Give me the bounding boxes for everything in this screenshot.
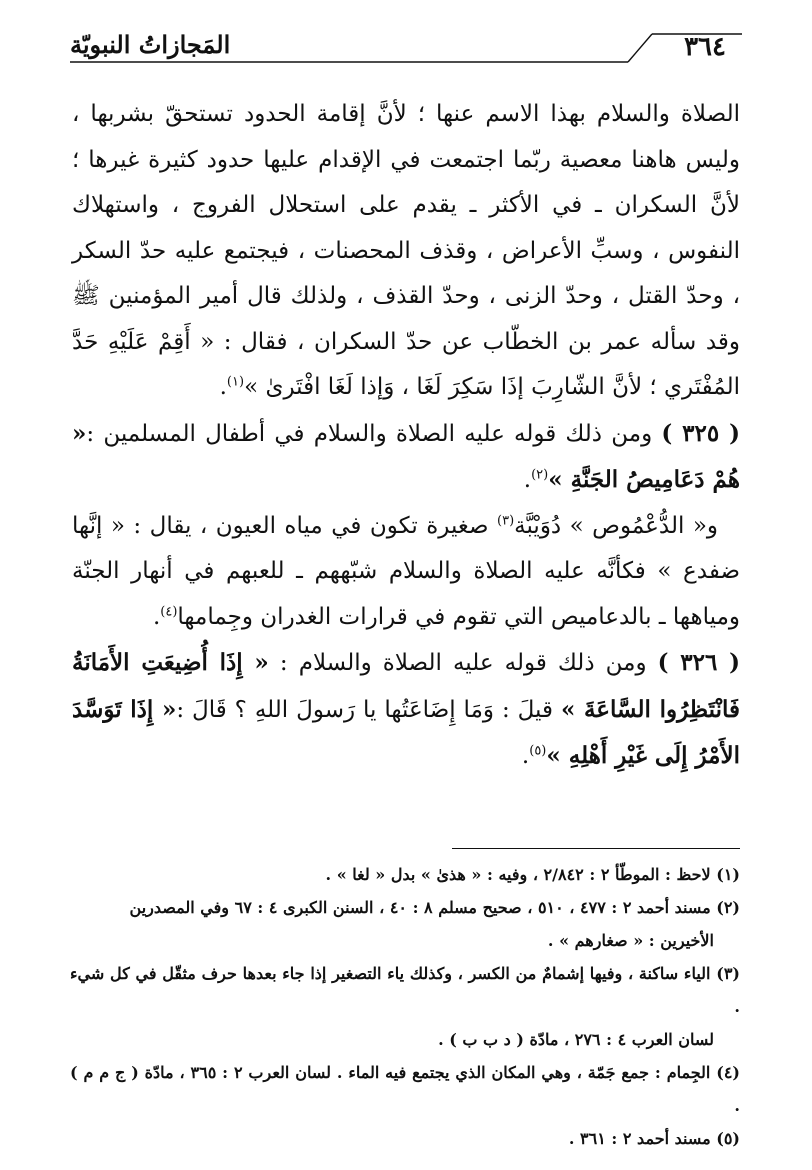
paragraph-326-text-2: قيلَ : وَمَا إِضَاعَتُها يا رَسولَ اللهِ ؟ قَالَ : bbox=[176, 696, 553, 723]
footnote-1-text: لاحظ : الموطّأ ٢ : ٢/٨٤٢ ، وفيه : « هذىٰ » بدل « لغا » . bbox=[325, 865, 711, 884]
footnote-ref-3: (٣) bbox=[497, 512, 515, 528]
footnote-3-text: الياء ساكنة ، وفيها إشمامٌ من الكسر ، وكذلك ياء التصغير إذا جاء بعدها حرف مثقّل في كل شيء . bbox=[70, 964, 740, 1016]
running-title: المَجازاتُ النبويّة bbox=[70, 30, 231, 59]
paragraph-326-text-1: ومن ذلك قوله عليه الصلاة والسلام : bbox=[279, 650, 647, 676]
paragraph-du3mus-text-a: و« الدُّعْمُوص » دُوَيْبَّة bbox=[514, 512, 719, 539]
footnote-ref-4: (٤) bbox=[160, 603, 178, 619]
footnotes bbox=[70, 858, 740, 1155]
hadith-quote-326-a: « إِذَا أُضِيعَتِ الأَمَانَةُ فَانْتَظِرُوا السَّاعَةَ » bbox=[72, 649, 740, 723]
footnote-1-number: (١) bbox=[716, 865, 740, 884]
footnote-1 bbox=[70, 858, 740, 891]
footnote-5-text: مسند أحمد ٢ : ٣٦١ . bbox=[568, 1129, 711, 1148]
hadith-quote-326-b: « إِذَا تَوَسَّدَ الأَمْرُ إِلَى غَيْرِ أَهْلِهِ » bbox=[72, 695, 740, 769]
page-number: ٣٦٤ bbox=[684, 32, 726, 62]
footnote-2-continuation: الأخيرين : « صغارهم » . bbox=[547, 931, 714, 950]
paragraph-du3mus-text-b: صغيرة تكون في مياه العيون ، يقال : « إنَّها ضفدع » فكأنَّه عليه الصلاة والسلام شبّههم ـ للعبهم في أنهار الجنّة ومياهها ـ بالدعاميص التي تقوم في قرارات الغدران وجِمامها bbox=[72, 512, 740, 630]
footnote-ref-5: (٥) bbox=[529, 743, 547, 759]
footnote-5 bbox=[70, 1122, 740, 1155]
paragraph-326: ( ٣٢٦ ) ومن ذلك قوله عليه الصلاة والسلام : « إِذَا أُضِيعَتِ الأَمَانَةُ فَانْتَظِرُوا السَّاعَةَ » قيلَ : وَمَا إِضَاعَتُها يا رَسولَ اللهِ ؟ قَالَ :« إِذَا تَوَسَّدَ الأَمْرُ إِلَى غَيْرِ أَهْلِهِ »$^{(٥)}$. bbox=[72, 649, 741, 769]
footnote-2-number: (٢) bbox=[716, 898, 740, 917]
footnote-2 bbox=[70, 891, 740, 924]
paragraph-1-text: الصلاة والسلام بهذا الاسم عنها ؛ لأنَّ إقامة الحدود تستحقّ بشربها ، وليس هاهنا معصية ربّما اجتمعت في الإقدام عليها حدود كثيرة غيرها ؛ لأنَّ السكران ـ في الأكثر ـ يقدم على استحلال الفروج ، واستهلاك النفوس ، وسبِّ الأعراض ، وقذف المحصنات ، فيجتمع عليه حدّ السكر ، وحدّ القتل ، وحدّ الزنى ، وحدّ القذف ، ولذلك قال أمير المؤمنين ﷺ وقد سأله عمر بن الخطّاب عن حدّ السكران ، فقال : « أَقِمْ عَلَيْهِ حَدَّ المُفْتَري ؛ لأنَّ الشّارِبَ إذَا سَكِرَ لَغَا ، وَإذا لَغَا افْتَرىٰ » bbox=[72, 101, 740, 400]
footnote-2-text: مسند أحمد ٢ : ٤٧٧ ، ٥١٠ ، صحيح مسلم ٨ : ٤٠ ، السنن الكبرى ٤ : ٦٧ وفي المصدرين bbox=[129, 898, 711, 917]
footnote-4-number: (٤) bbox=[716, 1063, 740, 1082]
footnote-ref-1: (١) bbox=[226, 374, 245, 390]
footnote-3-number: (٣) bbox=[716, 964, 740, 983]
footnote-4 bbox=[70, 1056, 740, 1122]
footnote-3 bbox=[70, 957, 740, 1023]
item-number-325: ( ٣٢٥ ) bbox=[661, 419, 741, 447]
footnote-3-continuation: لسان العرب ٤ : ٢٧٦ ، مادّة ( د ب ب ) . bbox=[438, 1030, 714, 1049]
paragraph-325: ( ٣٢٥ ) ومن ذلك قوله عليه الصلاة والسلام في أطفال المسلمين :« هُمْ دَعَامِيصُ الجَنَّةِ »$^{(٢)}$. bbox=[72, 419, 741, 493]
page-header bbox=[70, 26, 742, 72]
footnote-4-text: الجِمام : جمع جَمّة ، وهي المكان الذي يجتمع فيه الماء . لسان العرب ٢ : ٣٦٥ ، مادّة ( ج م م ) . bbox=[70, 1063, 740, 1115]
footnote-5-number: (٥) bbox=[716, 1129, 740, 1148]
footnote-ref-2: (٢) bbox=[531, 467, 549, 483]
hadith-quote-325: « هُمْ دَعَامِيصُ الجَنَّةِ » bbox=[72, 419, 740, 493]
footnote-separator bbox=[452, 848, 740, 849]
paragraph-du3mus: و« الدُّعْمُوص » دُوَيْبَّة$^{(٣)}$ صغيرة تكون في مياه العيون ، يقال : « إنَّها ضفدع » فكأنَّه عليه الصلاة والسلام شبّههم ـ للعبهم في أنهار الجنّة ومياهها ـ بالدعاميص التي تقوم في قرارات الغدران وجِمامها$^{(٤)}$. bbox=[72, 512, 740, 630]
item-number-326: ( ٣٢٦ ) bbox=[657, 649, 741, 676]
paragraph-1: الصلاة والسلام بهذا الاسم عنها ؛ لأنَّ إقامة الحدود تستحقّ بشربها ، وليس هاهنا معصية ربّما اجتمعت في الإقدام عليها حدود كثيرة غيرها ؛ لأنَّ السكران ـ في الأكثر ـ يقدم على استحلال الفروج ، واستهلاك النفوس ، وسبِّ الأعراض ، وقذف المحصنات ، فيجتمع عليه حدّ السكر ، وحدّ القتل ، وحدّ الزنى ، وحدّ القذف ، ولذلك قال أمير المؤمنين ﷺ وقد سأله عمر بن الخطّاب عن حدّ السكران ، فقال : « أَقِمْ عَلَيْهِ حَدَّ المُفْتَري ؛ لأنَّ الشّارِبَ إذَا سَكِرَ لَغَا ، وَإذا لَغَا افْتَرىٰ »$^{(١)}$. bbox=[72, 101, 740, 400]
main-text bbox=[72, 92, 740, 780]
paragraph-325-text: ومن ذلك قوله عليه الصلاة والسلام في أطفال المسلمين : bbox=[86, 420, 653, 447]
